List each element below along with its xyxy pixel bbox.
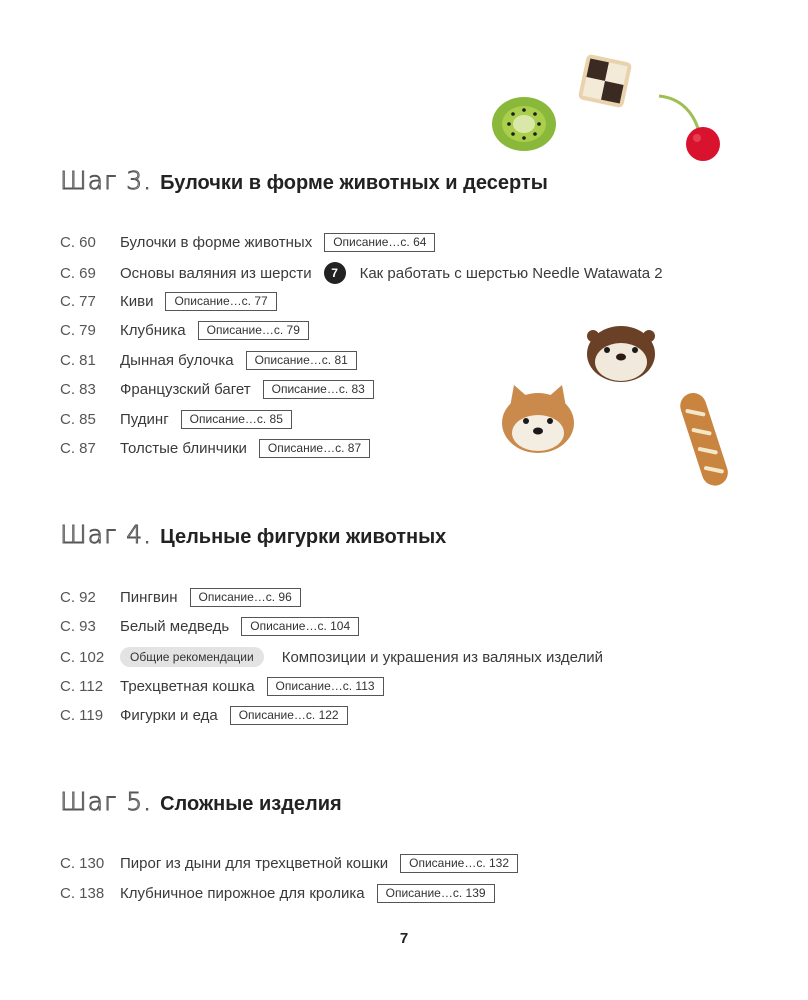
section-title: Сложные изделия: [160, 793, 342, 815]
number-badge: 7: [324, 262, 346, 284]
description-ref-box: Описание…с. 87: [259, 439, 370, 458]
page-ref: С. 102: [60, 648, 105, 666]
page-ref: С. 79: [60, 322, 96, 339]
general-tips-pill: Общие рекомендации: [120, 647, 264, 667]
toc-row[interactable]: [60, 380, 374, 399]
page-ref: С. 83: [60, 381, 96, 398]
item-title: Булочки в форме животных: [120, 234, 313, 251]
baguette-icon: [675, 385, 735, 493]
page-ref: С. 69: [60, 264, 96, 282]
item-title: Фигурки и еда: [120, 707, 218, 724]
cherry-icon: [655, 92, 725, 164]
otter-bun-icon: [585, 322, 657, 384]
item-title: Основы валяния из шерсти: [120, 264, 312, 282]
shiba-bun-icon: [498, 383, 578, 455]
step-label: Шаг 3.: [60, 166, 153, 195]
toc-row[interactable]: [60, 351, 357, 370]
page-ref: С. 77: [60, 293, 96, 310]
toc-row[interactable]: [60, 884, 495, 903]
page-ref: С. 112: [60, 678, 104, 695]
item-title: Французский багет: [120, 381, 251, 398]
section-header-step4: [60, 520, 446, 549]
page-ref: С. 130: [60, 855, 105, 872]
toc-row[interactable]: [60, 439, 370, 458]
item-title: Пингвин: [120, 589, 178, 606]
description-ref-box: Описание…с. 104: [241, 617, 359, 636]
item-title: Пудинг: [120, 411, 169, 428]
item-title: Дынная булочка: [120, 352, 234, 369]
section-title: Булочки в форме животных и десерты: [160, 172, 548, 194]
description-ref-box: Описание…с. 132: [400, 854, 518, 873]
toc-row[interactable]: [60, 617, 359, 636]
item-title: Трехцветная кошка: [120, 678, 255, 695]
section-header-step3: [60, 166, 548, 195]
description-ref-box: Описание…с. 81: [246, 351, 357, 370]
item-title: Пирог из дыни для трехцветной кошки: [120, 855, 389, 872]
section-header-step5: [60, 787, 342, 816]
item-title: Белый медведь: [120, 618, 230, 635]
toc-row[interactable]: [60, 321, 309, 340]
page-ref: С. 87: [60, 440, 96, 457]
description-ref-box: Описание…с. 96: [190, 588, 301, 607]
description-ref-box: Описание…с. 139: [377, 884, 495, 903]
toc-row[interactable]: [60, 854, 518, 873]
toc-row[interactable]: [60, 588, 301, 607]
description-ref-box: Описание…с. 77: [165, 292, 276, 311]
toc-row[interactable]: [60, 706, 348, 725]
description-ref-box: Описание…с. 85: [181, 410, 292, 429]
toc-row[interactable]: [60, 677, 384, 696]
item-title: Киви: [120, 293, 154, 310]
toc-row[interactable]: [60, 647, 603, 667]
step-label: Шаг 5.: [60, 787, 153, 816]
kiwi-icon: [488, 93, 560, 155]
description-ref-box: Описание…с. 122: [230, 706, 348, 725]
toc-row[interactable]: [60, 233, 435, 252]
description-ref-box: Описание…с. 113: [267, 677, 384, 696]
page-ref: С. 93: [60, 618, 96, 635]
item-title: Клубничное пирожное для кролика: [120, 885, 365, 902]
description-ref-box: Описание…с. 79: [198, 321, 309, 340]
page-ref: С. 60: [60, 234, 96, 251]
step-label: Шаг 4.: [60, 520, 153, 549]
page-number: 7: [399, 930, 409, 947]
page-ref: С. 119: [60, 707, 104, 724]
toc-row[interactable]: [60, 262, 663, 284]
page-ref: С. 81: [60, 352, 96, 369]
description-ref-box: Описание…с. 83: [263, 380, 374, 399]
page-ref: С. 85: [60, 411, 96, 428]
item-title: Толстые блинчики: [120, 440, 247, 457]
page-ref: С. 92: [60, 589, 96, 606]
description-ref-box: Описание…с. 64: [324, 233, 435, 252]
item-extra-text: Композиции и украшения из валяных изделий: [281, 648, 603, 666]
toc-row[interactable]: [60, 410, 292, 429]
checker-cookie-icon: [576, 52, 634, 110]
toc-row[interactable]: [60, 292, 277, 311]
page-ref: С. 138: [60, 885, 105, 902]
section-title: Цельные фигурки животных: [160, 526, 447, 548]
item-title: Клубника: [120, 322, 186, 339]
item-extra-text: Как работать с шерстью Needle Watawata 2: [359, 264, 663, 282]
